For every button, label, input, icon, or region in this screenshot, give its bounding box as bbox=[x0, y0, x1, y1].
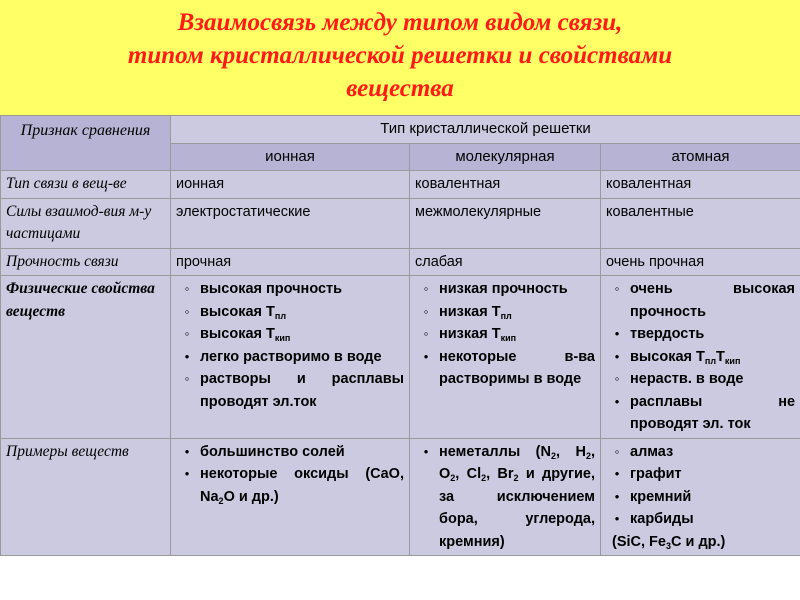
row-label-strength: Прочность связи bbox=[1, 248, 171, 276]
bullet-open-icon: ◦ bbox=[614, 371, 620, 386]
cell-interaction-ionic: электростатические bbox=[171, 198, 410, 248]
row-label-physical: Физические свойства веществ bbox=[1, 276, 171, 439]
row-label-bond-type: Тип связи в вещ-ве bbox=[1, 171, 171, 199]
list-physical-molecular bbox=[415, 278, 595, 391]
cell-interaction-atomic: ковалентные bbox=[601, 198, 800, 248]
bullet-open-icon: ◦ bbox=[614, 443, 620, 459]
slide-title bbox=[0, 6, 800, 105]
bullet-open-icon: ◦ bbox=[184, 326, 190, 341]
row-label-examples: Примеры веществ bbox=[1, 438, 171, 556]
cell-strength-ionic: прочная bbox=[171, 248, 410, 276]
list-item: ◦ растворы и расплавы проводят эл.ток bbox=[176, 368, 404, 413]
cell-strength-molecular: слабая bbox=[410, 248, 601, 276]
cell-physical-ionic bbox=[171, 276, 410, 439]
list-item: • высокая $T_{пл}T_{кип}$ bbox=[606, 346, 795, 369]
list-item: • некоторые оксиды (CaO, $Na_2O$ и др.) bbox=[176, 463, 404, 508]
list-item: • карбиды bbox=[606, 508, 795, 531]
bullet-open-icon: ◦ bbox=[423, 303, 429, 319]
header-row bbox=[1, 116, 800, 144]
table-row-bond-type bbox=[1, 171, 800, 199]
title-line-2: типом кристаллической решетки и свойствами bbox=[127, 42, 673, 69]
bullet-filled-icon: • bbox=[614, 511, 620, 526]
bullet-open-icon: ◦ bbox=[614, 281, 620, 296]
list-item: ◦ высокая $T_{кип}$ bbox=[176, 323, 404, 346]
list-physical-atomic bbox=[606, 278, 795, 436]
cell-physical-molecular bbox=[410, 276, 601, 439]
bullet-open-icon: ◦ bbox=[184, 281, 190, 296]
cell-bond-ionic: ионная bbox=[171, 171, 410, 199]
compare-label: Признак сравнения bbox=[20, 122, 151, 139]
table-row-interaction bbox=[1, 198, 800, 248]
bullet-open-icon: ◦ bbox=[423, 281, 429, 296]
cell-examples-ionic bbox=[171, 438, 410, 556]
lattice-header: Тип кристаллической решетки bbox=[171, 116, 800, 144]
bullet-open-icon: ◦ bbox=[423, 326, 429, 341]
list-item: • некоторые в-ва растворимы в воде bbox=[415, 346, 595, 391]
bullet-filled-icon: • bbox=[614, 393, 620, 409]
bullet-filled-icon: • bbox=[184, 466, 190, 481]
title-line-3: вещества bbox=[346, 75, 454, 102]
table-row-examples bbox=[1, 438, 800, 556]
cell-interaction-molecular: межмолекулярные bbox=[410, 198, 601, 248]
column-molecular: молекулярная bbox=[410, 143, 601, 171]
list-item: ◦ нераств. в воде bbox=[606, 368, 795, 391]
list-item: ◦ высокая прочность bbox=[176, 278, 404, 301]
bullet-filled-icon: • bbox=[614, 466, 620, 481]
bullet-filled-icon: • bbox=[184, 443, 190, 459]
list-examples-atomic bbox=[606, 441, 795, 531]
table-row-physical bbox=[1, 276, 800, 439]
cell-examples-molecular bbox=[410, 438, 601, 556]
bullet-filled-icon: • bbox=[614, 488, 620, 504]
cell-strength-atomic: очень прочная bbox=[601, 248, 800, 276]
list-item: • большинство солей bbox=[176, 441, 404, 464]
bullet-open-icon: ◦ bbox=[184, 303, 190, 319]
comparison-table bbox=[0, 115, 800, 556]
cell-bond-atomic: ковалентная bbox=[601, 171, 800, 199]
list-item: ◦ очень высокая прочность bbox=[606, 278, 795, 323]
list-examples-molecular bbox=[415, 441, 595, 554]
compare-label-cell bbox=[1, 116, 171, 171]
title-line-1: Взаимосвязь между типом видом связи, bbox=[177, 9, 623, 36]
cell-physical-atomic bbox=[601, 276, 800, 439]
title-band bbox=[0, 0, 800, 115]
list-item: • легко растворимо в воде bbox=[176, 346, 404, 369]
list-item: ◦ низкая $T_{кип}$ bbox=[415, 323, 595, 346]
list-item: ◦ высокая $T_{пл}$ bbox=[176, 301, 404, 324]
list-item: ◦ алмаз bbox=[606, 441, 795, 464]
list-item: ◦ низкая $T_{пл}$ bbox=[415, 301, 595, 324]
bullet-filled-icon: • bbox=[614, 326, 620, 341]
column-ionic: ионная bbox=[171, 143, 410, 171]
bullet-filled-icon: • bbox=[423, 443, 429, 459]
bullet-filled-icon: • bbox=[423, 348, 429, 364]
row-label-interaction: Силы взаимод-вия м-у частицами bbox=[1, 198, 171, 248]
list-examples-ionic bbox=[176, 441, 404, 509]
column-atomic: атомная bbox=[601, 143, 800, 171]
list-item: • расплавы не проводят эл. ток bbox=[606, 391, 795, 436]
bullet-filled-icon: • bbox=[614, 348, 620, 364]
cell-bond-molecular: ковалентная bbox=[410, 171, 601, 199]
list-item: • графит bbox=[606, 463, 795, 486]
cell-examples-atomic bbox=[601, 438, 800, 556]
bullet-filled-icon: • bbox=[184, 348, 190, 364]
atomic-examples-note: (SiC, $Fe_3C$ и др.) bbox=[612, 533, 726, 551]
bullet-open-icon: ◦ bbox=[184, 371, 190, 386]
list-item: ◦ низкая прочность bbox=[415, 278, 595, 301]
list-item: • твердость bbox=[606, 323, 795, 346]
list-item: • кремний bbox=[606, 486, 795, 509]
list-item: • неметаллы ($N_2$, $H_2$, $O_2$, $Cl_2$, $Br_2$ и другие, за исключением бора, углерода, кремния) bbox=[415, 441, 595, 554]
table-row-strength bbox=[1, 248, 800, 276]
list-physical-ionic bbox=[176, 278, 404, 413]
